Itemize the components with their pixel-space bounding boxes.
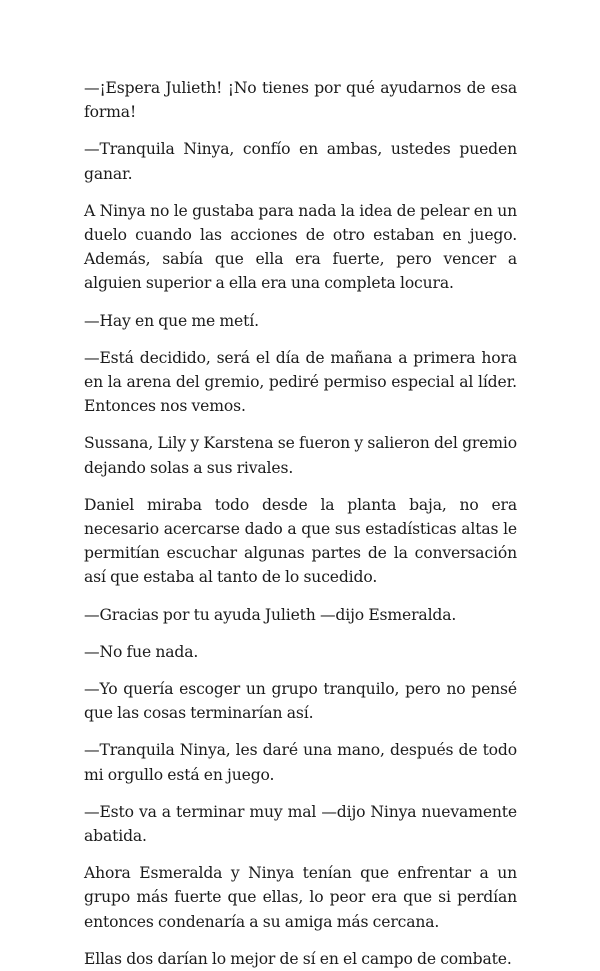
paragraph-12: —Esto va a terminar muy mal —dijo Ninya nuevamente abatida. (84, 802, 517, 846)
paragraph-14: Ellas dos darían lo mejor de sí en el campo de combate. (84, 949, 512, 968)
paragraph-10: —Yo quería escoger un grupo tranquilo, pero no pensé que las cosas terminarían así. (84, 680, 517, 723)
paragraph-4: —Hay en que me metí. (84, 311, 259, 330)
paragraph-3: A Ninya no le gustaba para nada la idea de pelear en un duelo cuando las acciones de otro estaban en juego. Además, sabía que ella era fuerte, pero vencer a alguien superior a ella era una completa locura. (84, 201, 517, 293)
paragraph-5: —Está decidido, será el día de mañana a primera hora en la arena del gremio, pediré permiso especial al líder. Entonces nos vemos. (84, 348, 517, 416)
paragraph-1: —¡Espera Julieth! ¡No tienes por qué ayudarnos de esa forma! (84, 79, 517, 122)
paragraph-7: Daniel miraba todo desde la planta baja, no era necesario acercarse dado a que sus estadísticas altas le permitían escuchar algunas partes de la conversación así que estaba al tanto de lo sucedido. (84, 495, 517, 587)
paragraph-13: Ahora Esmeralda y Ninya tenían que enfrentar a un grupo más fuerte que ellas, lo peor era que si perdían entonces condenaría a su amiga más cercana. (84, 864, 517, 931)
paragraph-11: —Tranquila Ninya, les daré una mano, después de todo mi orgullo está en juego. (84, 741, 517, 784)
paragraph-6: Sussana, Lily y Karstena se fueron y salieron del gremio dejando solas a sus rivales. (84, 434, 517, 477)
paragraph-9: —No fue nada. (84, 642, 199, 661)
paragraph-8: —Gracias por tu ayuda Julieth —dijo Esmeralda. (84, 605, 457, 624)
paragraph-2: —Tranquila Ninya, confío en ambas, ustedes pueden ganar. (84, 140, 517, 183)
